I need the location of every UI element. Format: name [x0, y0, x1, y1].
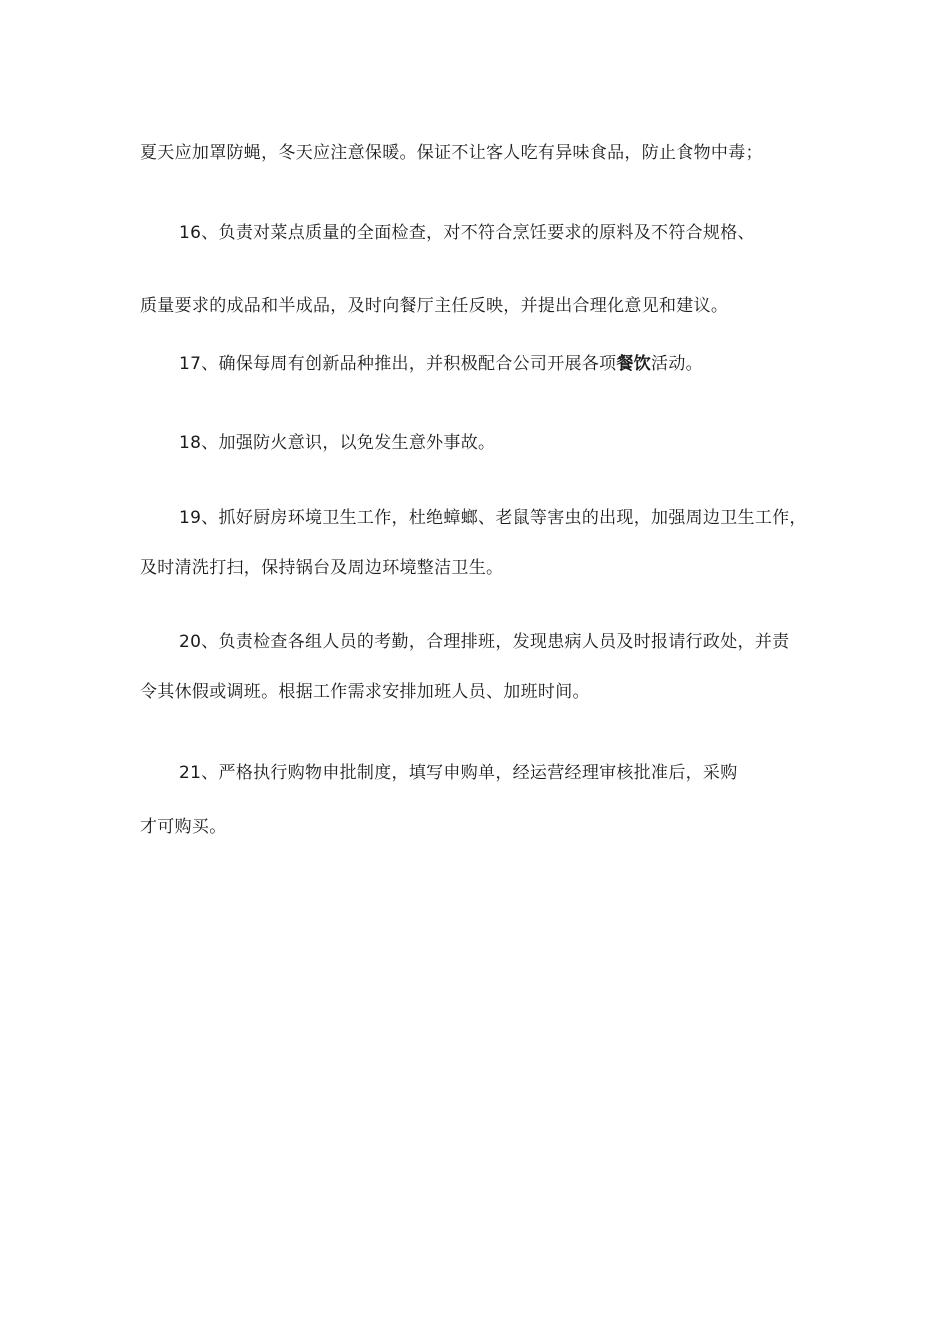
paragraph-17-text-after: 活动。 [651, 354, 703, 374]
paragraph-19-text-1: 、抓好厨房环境卫生工作，杜绝蟑螂、老鼠等害虫的出现，加强周边卫生工作， [201, 508, 807, 528]
item-number-17: 17 [179, 354, 202, 374]
item-number-19: 19 [179, 508, 202, 528]
paragraph-17 [179, 352, 703, 376]
item-number-21: 21 [179, 763, 202, 783]
paragraph-20-text-1: 、负责检查各组人员的考勤，合理排班，发现患病人员及时报请行政处，并责 [201, 632, 790, 652]
paragraph-21-line-1 [179, 761, 738, 785]
paragraph-20-line-1 [179, 630, 789, 654]
paragraph-20-line-2: 令其休假或调班。根据工作需求安排加班人员、加班时间。 [140, 682, 590, 702]
item-number-20: 20 [179, 632, 202, 652]
paragraph-16-text-1: 、负责对菜点质量的全面检查，对不符合烹饪要求的原料及不符合规格、 [201, 223, 755, 243]
paragraph-17-text-before: 、确保每周有创新品种推出，并积极配合公司开展各项 [201, 354, 617, 374]
paragraph-19-line-2: 及时清洗打扫，保持锅台及周边环境整洁卫生。 [140, 558, 504, 578]
paragraph-16-line-2: 质量要求的成品和半成品，及时向餐厅主任反映，并提出合理化意见和建议。 [140, 296, 729, 316]
paragraph-21-line-2: 才可购买。 [140, 817, 227, 837]
paragraph-16-line-1 [179, 221, 755, 245]
paragraph-21-text-1: 、严格执行购物申批制度，填写申购单，经运营经理审核批准后，采购 [201, 763, 738, 783]
paragraph-17-bold-text: 餐饮 [616, 354, 652, 374]
item-number-18: 18 [179, 433, 202, 453]
paragraph-18-text: 、加强防火意识，以免发生意外事故。 [201, 433, 496, 453]
paragraph-19-line-1 [179, 506, 807, 530]
paragraph-18 [179, 431, 495, 455]
paragraph-15-continuation: 夏天应加罩防蝇，冬天应注意保暖。保证不让客人吃有异味食品，防止食物中毒； [140, 143, 763, 163]
item-number-16: 16 [179, 223, 202, 243]
